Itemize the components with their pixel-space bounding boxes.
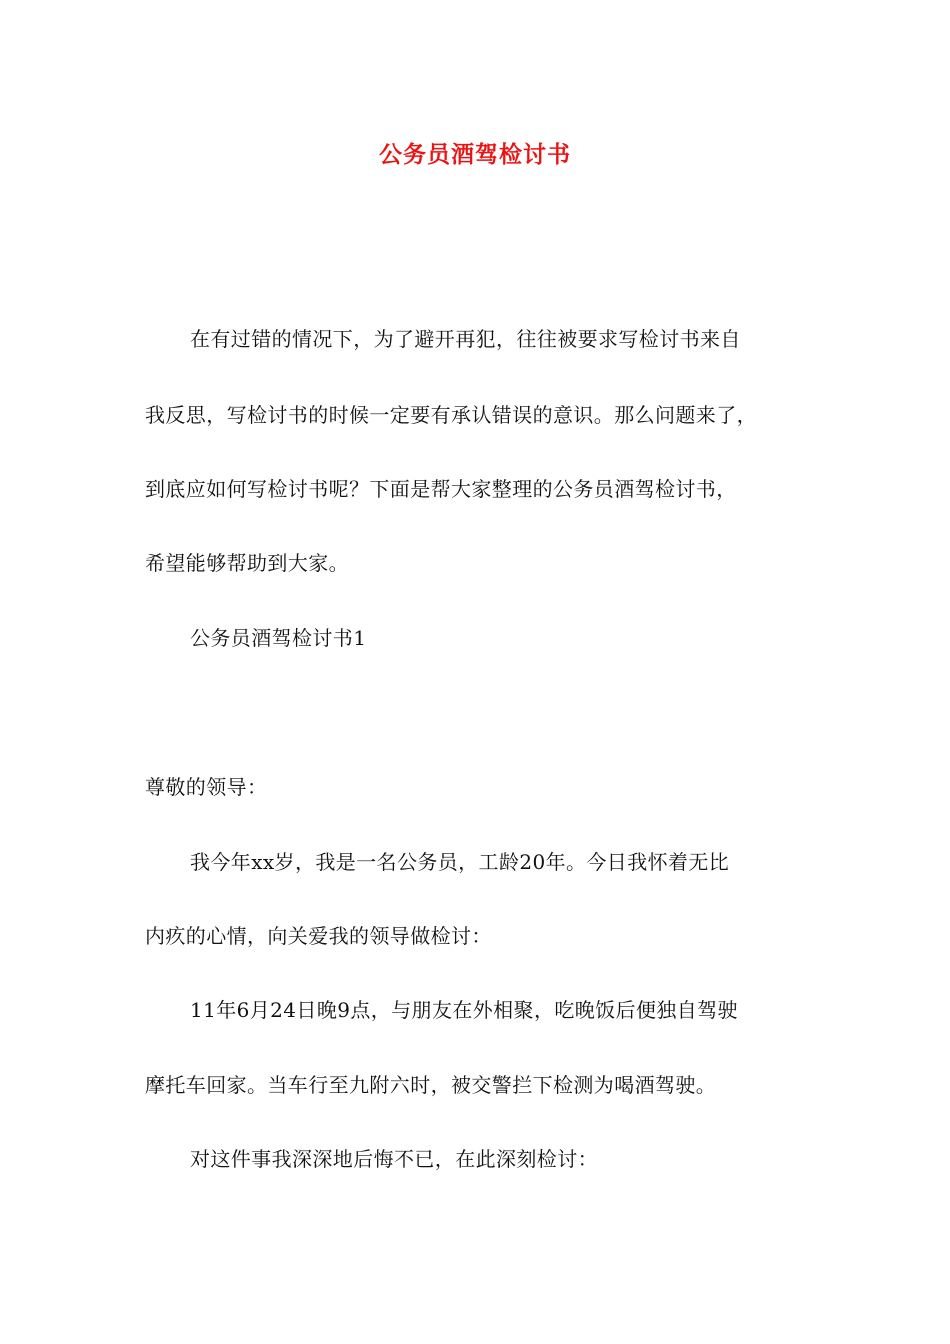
paragraph-2-line-1: 11年6月24日晚9点，与朋友在外相聚，吃晚饭后便独自驾驶	[190, 998, 738, 1022]
intro-line-4: 希望能够帮助到大家。	[145, 551, 349, 575]
paragraph-3: 对这件事我深深地后悔不已，在此深刻检讨：	[190, 1147, 598, 1171]
paragraph-2-line-2: 摩托车回家。当车行至九附六时，被交警拦下检测为喝酒驾驶。	[145, 1073, 717, 1097]
intro-line-1: 在有过错的情况下，为了避开再犯，往往被要求写检讨书来自	[190, 327, 741, 351]
intro-line-3: 到底应如何写检讨书呢？下面是帮大家整理的公务员酒驾检讨书，	[145, 477, 737, 501]
paragraph-1-line-2: 内疚的心情，向关爱我的领导做检讨：	[145, 924, 492, 948]
document-title: 公务员酒驾检讨书	[379, 141, 571, 168]
salutation: 尊敬的领导：	[145, 775, 268, 799]
paragraph-1-line-1: 我今年xx岁，我是一名公务员，工龄20年。今日我怀着无比	[190, 850, 730, 874]
section-heading: 公务员酒驾检讨书1	[190, 626, 367, 650]
intro-line-2: 我反思，写检讨书的时候一定要有承认错误的意识。那么问题来了，	[145, 403, 757, 427]
